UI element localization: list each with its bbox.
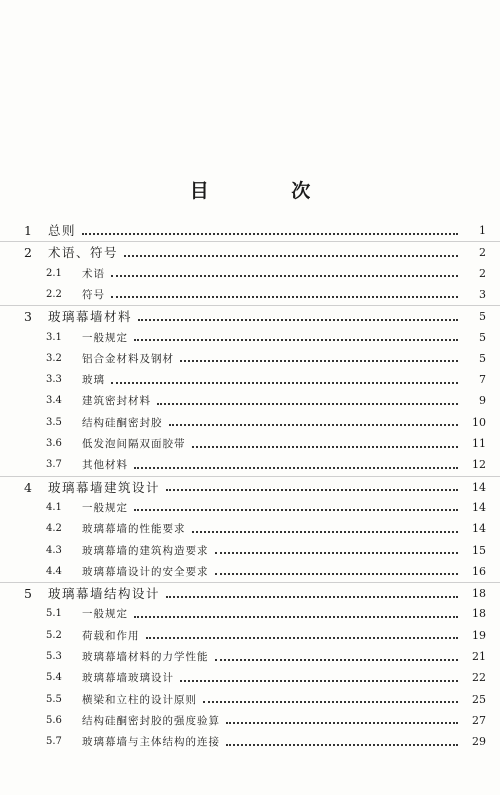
dot-leader bbox=[215, 551, 459, 554]
toc-entry-page-number: 12 bbox=[472, 458, 486, 472]
toc-entry-number: 5.4 bbox=[46, 672, 62, 684]
toc-entry-label: 一般规定 bbox=[82, 501, 128, 514]
toc-entry-chapter[interactable] bbox=[0, 241, 500, 264]
toc-entry-label: 低发泡间隔双面胶带 bbox=[82, 438, 186, 450]
toc-entry-label: 铝合金材料及钢材 bbox=[82, 352, 174, 365]
page-title: 目 次 bbox=[189, 180, 349, 202]
dot-leader bbox=[134, 615, 458, 618]
toc-entry-label: 建筑密封材料 bbox=[82, 395, 151, 408]
toc-entry-chapter[interactable] bbox=[0, 582, 500, 605]
toc-entry-section[interactable] bbox=[0, 603, 500, 625]
toc-entry-page-number: 29 bbox=[472, 735, 486, 749]
toc-entry-page-number: 14 bbox=[472, 480, 486, 494]
toc-entry-page-number: 19 bbox=[472, 628, 486, 642]
toc-entry-number: 5.7 bbox=[46, 736, 62, 748]
toc-entry-page-number: 3 bbox=[479, 287, 486, 301]
toc-entry-number: 4 bbox=[24, 479, 32, 495]
toc-entry-section[interactable] bbox=[0, 369, 500, 391]
toc-entry-section[interactable] bbox=[0, 390, 500, 412]
toc-entry-page-number: 1 bbox=[479, 224, 486, 237]
toc-entry-number: 3.4 bbox=[46, 395, 62, 407]
toc-entry-number: 5.2 bbox=[46, 629, 62, 641]
toc-entry-page-number: 2 bbox=[479, 266, 486, 280]
toc-entry-page-number: 5 bbox=[479, 330, 486, 344]
toc-entry-page-number: 15 bbox=[472, 543, 486, 557]
toc-entry-section[interactable] bbox=[0, 667, 500, 689]
toc-entry-label: 荷载和作用 bbox=[82, 629, 140, 642]
dot-leader bbox=[226, 743, 458, 746]
toc-entry-number: 1 bbox=[24, 223, 32, 238]
toc-entry-section[interactable] bbox=[0, 518, 500, 540]
dot-leader bbox=[192, 530, 459, 533]
toc-entry-page-number: 21 bbox=[472, 650, 486, 663]
toc-entry-number: 5 bbox=[24, 586, 32, 602]
dot-leader bbox=[124, 254, 458, 257]
toc-entry-number: 3 bbox=[24, 309, 32, 325]
toc-entry-number: 3.7 bbox=[46, 459, 62, 471]
toc-entry-label: 玻璃幕墙结构设计 bbox=[48, 586, 161, 602]
toc-entry-label: 其他材料 bbox=[82, 459, 128, 472]
toc-entry-page-number: 22 bbox=[472, 671, 486, 685]
toc-entry-number: 4.4 bbox=[46, 565, 62, 577]
toc-entry-label: 一般规定 bbox=[82, 331, 128, 344]
dot-leader bbox=[226, 721, 458, 724]
dot-leader bbox=[146, 636, 459, 639]
toc-entry-label: 玻璃幕墙材料 bbox=[48, 309, 133, 325]
toc-entry-number: 5.5 bbox=[46, 693, 62, 705]
toc-entry-section[interactable] bbox=[0, 497, 500, 519]
toc-entry-page-number: 2 bbox=[479, 246, 486, 260]
toc-entry-label: 玻璃幕墙玻璃设计 bbox=[82, 672, 174, 685]
toc-entry-page-number: 5 bbox=[479, 310, 486, 324]
toc-entry-label: 玻璃幕墙的建筑构造要求 bbox=[82, 544, 209, 557]
toc-entry-number: 4.1 bbox=[46, 501, 62, 513]
toc-entry-label: 符号 bbox=[82, 288, 105, 301]
toc-entry-page-number: 9 bbox=[479, 394, 486, 408]
toc-entry-section[interactable] bbox=[0, 327, 500, 349]
toc-entry-section[interactable] bbox=[0, 412, 500, 434]
dot-leader bbox=[134, 338, 458, 341]
toc-entry-page-number: 14 bbox=[472, 522, 486, 536]
toc-entry-page-number: 18 bbox=[472, 587, 486, 601]
toc-entry-label: 玻璃幕墙材料的力学性能 bbox=[82, 651, 209, 663]
toc-entry-page-number: 16 bbox=[472, 564, 486, 578]
toc-entry-section[interactable] bbox=[0, 731, 500, 753]
dot-leader bbox=[111, 381, 458, 384]
toc-entry-page-number: 7 bbox=[479, 373, 486, 387]
toc-entry-label: 结构硅酮密封胶的强度验算 bbox=[82, 714, 220, 727]
toc-entry-number: 4.2 bbox=[46, 523, 62, 535]
dot-leader bbox=[138, 318, 458, 321]
toc-entry-label: 玻璃幕墙设计的安全要求 bbox=[82, 565, 209, 578]
toc-entry-number: 5.6 bbox=[46, 714, 62, 726]
toc-entry-page-number: 27 bbox=[472, 713, 486, 727]
dot-leader bbox=[180, 359, 458, 362]
toc-entry-section[interactable] bbox=[0, 263, 500, 285]
dot-leader bbox=[82, 232, 458, 235]
toc-entry-number: 5.3 bbox=[46, 651, 62, 662]
dot-leader bbox=[166, 595, 458, 598]
toc-entry-section[interactable] bbox=[0, 433, 500, 455]
toc-entry-label: 横梁和立柱的设计原则 bbox=[82, 693, 197, 706]
toc-entry-chapter[interactable] bbox=[0, 305, 500, 328]
toc-entry-label: 总则 bbox=[48, 223, 77, 238]
toc-entry-number: 4.3 bbox=[46, 544, 62, 556]
dot-leader bbox=[169, 423, 459, 426]
toc-entry-label: 术语、符号 bbox=[48, 245, 119, 261]
toc-entry-section[interactable] bbox=[0, 540, 500, 562]
dot-leader bbox=[111, 274, 458, 277]
toc-entry-page-number: 14 bbox=[472, 500, 486, 514]
toc-entry-number: 3.3 bbox=[46, 374, 62, 386]
dot-leader bbox=[111, 295, 458, 298]
toc-entry-section[interactable] bbox=[0, 561, 500, 583]
toc-entry-page-number: 10 bbox=[472, 415, 486, 429]
toc-entry-label: 玻璃 bbox=[82, 374, 105, 387]
toc-entry-label: 结构硅酮密封胶 bbox=[82, 416, 163, 429]
dot-leader bbox=[157, 402, 458, 405]
dot-leader bbox=[215, 658, 459, 661]
toc-entry-label: 一般规定 bbox=[82, 608, 128, 621]
dot-leader bbox=[215, 572, 459, 575]
toc-entry-number: 3.1 bbox=[46, 331, 62, 343]
dot-leader bbox=[192, 445, 459, 448]
toc-entry-label: 术语 bbox=[82, 267, 105, 280]
dot-leader bbox=[180, 679, 458, 682]
toc-entry-number: 2 bbox=[24, 245, 32, 261]
toc-entry-page-number: 11 bbox=[472, 437, 486, 450]
dot-leader bbox=[134, 466, 458, 469]
toc-entry-section[interactable] bbox=[0, 348, 500, 370]
toc-entry-number: 2.1 bbox=[46, 267, 62, 279]
toc-entry-number: 3.6 bbox=[46, 438, 62, 449]
toc-entry-section[interactable] bbox=[0, 689, 500, 711]
toc-entry-number: 3.5 bbox=[46, 416, 62, 428]
toc-entry-label: 玻璃幕墙建筑设计 bbox=[48, 479, 161, 495]
toc-entry-section[interactable] bbox=[0, 710, 500, 732]
toc-entry-section[interactable] bbox=[0, 625, 500, 647]
toc-entry-number: 5.1 bbox=[46, 608, 62, 620]
dot-leader bbox=[134, 508, 458, 511]
toc-entry-section[interactable] bbox=[0, 646, 500, 668]
toc-entry-label: 玻璃幕墙的性能要求 bbox=[82, 523, 186, 536]
toc-entry-page-number: 5 bbox=[479, 351, 486, 365]
toc-entry-page-number: 25 bbox=[472, 692, 486, 706]
toc-entry-number: 3.2 bbox=[46, 352, 62, 364]
toc-entry-number: 2.2 bbox=[46, 288, 62, 300]
toc-entry-section[interactable] bbox=[0, 284, 500, 306]
toc-entry-page-number: 18 bbox=[472, 607, 486, 621]
dot-leader bbox=[166, 488, 458, 491]
toc-entry-chapter[interactable] bbox=[0, 220, 500, 242]
toc-entry-chapter[interactable] bbox=[0, 476, 500, 499]
dot-leader bbox=[203, 700, 458, 703]
toc-entry-section[interactable] bbox=[0, 454, 500, 476]
toc-entry-label: 玻璃幕墙与主体结构的连接 bbox=[82, 736, 220, 749]
